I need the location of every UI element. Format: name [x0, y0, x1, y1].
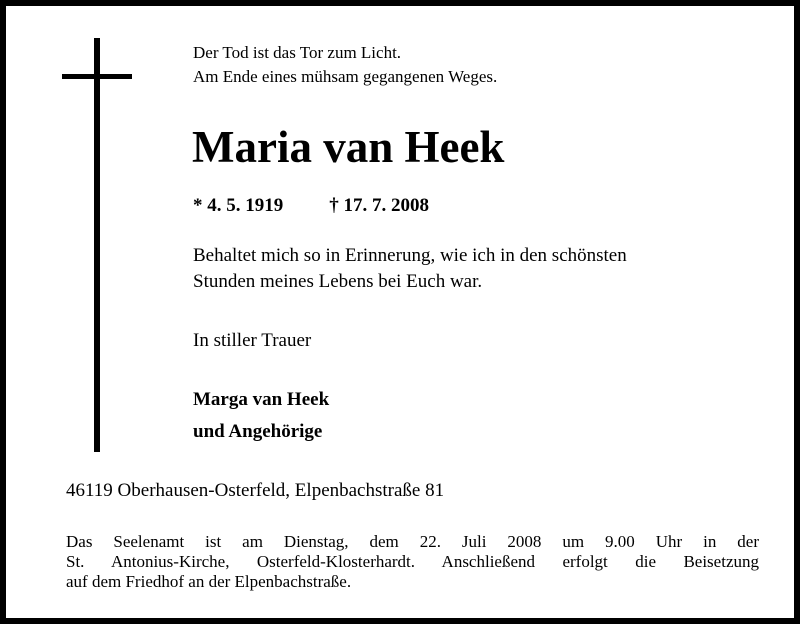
motto-line: Am Ende eines mühsam gegangenen Weges. [193, 67, 498, 86]
motto [193, 41, 497, 89]
cross-horizontal-bar [62, 74, 132, 79]
funeral-notice [66, 532, 759, 592]
verse-line: Behaltet mich so in Erinnerung, wie ich in den schönsten [193, 245, 627, 266]
motto-line: Der Tod ist das Tor zum Licht. [193, 43, 402, 62]
notice-line: St. Antonius-Kirche, Osterfeld-Klosterhardt. Anschließend erfolgt die Beisetzung [66, 552, 759, 571]
mourners [193, 384, 329, 448]
verse-line: Stunden meines Lebens bei Euch war. [193, 271, 483, 292]
cross-vertical-bar [94, 38, 100, 452]
deceased-name: Maria van Heek [192, 122, 505, 172]
mourning-phrase: In stiller Trauer [193, 330, 312, 351]
address: 46119 Oberhausen-Osterfeld, Elpenbachstraße 81 [66, 480, 445, 501]
notice-line: Das Seelenamt ist am Dienstag, dem 22. Juli 2008 um 9.00 Uhr in der [66, 532, 759, 551]
notice-line: auf dem Friedhof an der Elpenbachstraße. [66, 572, 352, 591]
mourner-name: Marga van Heek [193, 389, 330, 410]
death-date: † 17. 7. 2008 [329, 195, 429, 216]
verse [193, 243, 627, 295]
life-dates [193, 193, 429, 219]
mourner-relatives: und Angehörige [193, 421, 323, 442]
birth-date: * 4. 5. 1919 [193, 195, 284, 216]
